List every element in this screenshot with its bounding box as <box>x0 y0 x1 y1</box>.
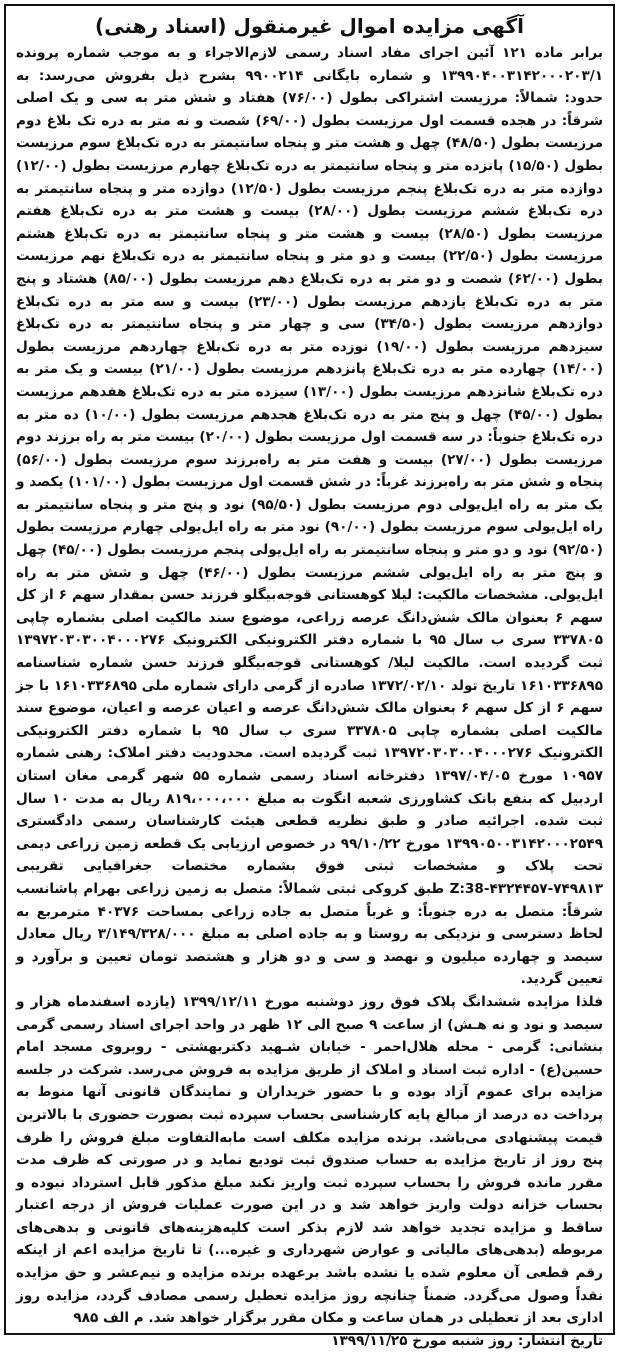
notice-title: آگهی مزایده اموال غیرمنقول (اسناد رهنی) <box>95 14 524 38</box>
notice-paragraph-property-description: برابر ماده ۱۲۱ آئین اجرای مفاد اسناد رسمی لازم‌الاجراء و به موجب شماره پرونده ۱۳۹۹۰۴۰۰۳۱۴۲۰۰۰۲۰۳/۱ و شماره بایگانی ۹۹۰۰۲۱۴ بشرح ذیل بفروش می‌رسد: به حدود: شمالاً: مرزیست اشتراکی بطول (۷۶/۰۰) هفتاد و شش متر به سی و یک اصلی شرقاً: در هجده قسمت اول مرزیست بطول (۶۹/۰۰) شصت و نه متر به دره تک بلاغ دوم مرزیست بطول (۴۸/۵۰) چهل و هشت متر و پنجاه سانتیمتر به دره تک‌بلاغ سوم مرزیست بطول (۱۵/۵۰) پانزده متر و پنجاه سانتیمتر به دره تک‌بلاغ چهارم مرزیست بطول (۱۲/۰۰) دوازده متر به دره تک‌بلاغ پنجم مرزیست بطول (۱۲/۵۰) دوازده متر و پنجاه سانتیمتر به دره تک‌بلاغ ششم مرزیست بطول (۲۸/۰۰) بیست و هشت متر به دره تک‌بلاغ هفتم مرزیست بطول (۲۸/۵۰) بیست و هشت متر و پنجاه سانتیمتر به دره تک‌بلاغ هشتم مرزیست بطول (۲۲/۵۰) بیست و دو متر و پنجاه سانتیمتر به دره تک‌بلاغ نهم مرزیست بطول (۶۲/۰۰) شصت و دو متر به دره تک‌بلاغ دهم مرزیست بطول (۸۵/۰۰) هشتاد و پنج متر به دره تک‌بلاغ یازدهم مرزیست بطول (۲۳/۰۰) بیست و سه متر به دره تک‌بلاغ دوازدهم مرزیست بطول (۳۴/۵۰) سی و چهار متر و پنجاه سانتیمتر به دره تک‌بلاغ سیزدهم مرزیست بطول (۱۹/۰۰) نوزده متر به دره تک‌بلاغ چهاردهم مرزیست بطول (۱۴/۰۰) چهارده متر به دره تک‌بلاغ پانزدهم مرزیست بطول (۲۱/۰۰) بیست و یک متر به دره تک‌بلاغ شانزدهم مرزیست بطول (۱۳/۰۰) سیزده متر به دره تک‌بلاغ هفدهم مرزیست بطول (۴۵/۰۰) چهل و پنج متر به دره تک‌بلاغ هجدهم مرزیست بطول (۱۰/۰۰) ده متر به دره تک‌بلاغ جنوباً: در سه قسمت اول مرزیست بطول (۲۰/۰۰) بیست متر به راه برزند دوم مرزیست بطول (۲۷/۰۰) بیست و هفت متر به راه‌برزند سوم مرزیست بطول (۵۶/۰۰) پنجاه و شش متر به راه‌برزند غرباً: در شش قسمت اول مرزیست بطول (۱۰۱/۰۰) یکصد و یک متر به راه ایل‌یولی دوم مرزیست بطول (۹۵/۵۰) نود و پنج متر و پنجاه سانتیمتر به راه ایل‌یولی سوم مرزیست بطول (۹۰/۰۰) نود متر به راه ایل‌یولی چهارم مرزیست بطول (۹۲/۵۰) نود و دو متر و پنجاه سانتیمتر به راه ایل‌یولی پنجم مرزیست بطول (۴۵/۰۰) چهل و پنج متر به راه ایل‌یولی ششم مرزیست بطول (۴۶/۰۰) چهل و شش متر به راه ایل‌یولی. مشخصات مالکیت: لیلا کوهستانی قوجه‌بیگلو فرزند حسن بمقدار سهم ۶ از کل سهم ۶ بعنوان مالک شش‌دانگ عرصه زراعی، موضوع سند مالکیت اصلی بشماره چاپی ۳۳۷۸۰۵ سری ب سال ۹۵ با شماره دفتر الکترونیکی الکترونیک ۱۳۹۷۲۰۳۰۳۰۰۴۰۰۰۲۷۶ ثبت گردیده است. مالکیت لیلا/ کوهستانی قوجه‌بیگلو فرزند حسن شماره شناسنامه ۱۶۱۰۳۳۶۸۹۵ تاریخ تولد ۱۳۷۲/۰۲/۱۰ صادره از گرمی دارای شماره ملی ۱۶۱۰۳۳۶۸۹۵ با جز سهم ۶ از کل سهم ۶ بعنوان مالک شش‌دانگ عرصه و اعیان عرصه و اعیان، موضوع سند مالکیت اصلی بشماره چاپی ۳۳۷۸۰۵ سری ب سال ۹۵ با شماره دفتر الکترونیکی الکترونیک ۱۳۹۷۲۰۳۰۳۰۰۴۰۰۰۲۷۶ ثبت گردیده است. محدودیت دفتر املاک: رهنی شماره ۱۰۹۵۷ مورخ ۱۳۹۷/۰۴/۰۵ دفترخانه اسناد رسمی شماره ۵۵ شهر گرمی مغان استان اردبیل که بنفع بانک کشاورزی شعبه انگوت به مبلغ ۸۱۹،۰۰۰،۰۰۰ ریال به مدت ۱۰ سال ثبت شده. اجرائیه صادر و طبق نظریه قطعی هیئت کارشناسان رسمی دادگستری ۱۳۹۹۰۵۰۰۳۱۴۲۰۰۰۲۵۴۹ مورخ ۹۹/۱۰/۲۲ در خصوص ارزیابی یک قطعه زمین زراعی دیمی تحت پلاک و مشخصات ثبتی فوق بشماره مختصات جغرافیایی تقریبی Z:38-۴۳۲۴۴۵۷-۷۴۹۸۱۳ طبق کروکی ثبتی شمالاً: متصل به زمین زراعی بهرام پاشانسب شرقاً: متصل به دره جنوباً: و غرباً متصل به جاده زراعی بمساحت ۴۰۳۷۶ مترمربع به لحاظ دسترسی و نزدیکی به روستا و به جاده اصلی به مبلغ ۳/۱۴۹/۳۲۸/۰۰۰ ریال معادل سیصد و چهارده میلیون و نهصد و سی و دو هزار و هشتصد تومان تعیین و برآورد و تعیین گردید. <box>16 45 604 988</box>
notice-paragraph-publication-date: تاریخ انتشار: روز شنبه مورخ ۱۳۹۹/۱۱/۲۵ <box>331 1332 603 1349</box>
auction-notice <box>4 4 615 1349</box>
notice-paragraph-auction-terms: فلذا مزایده ششدانگ پلاک فوق روز دوشنبه مورخ ۱۳۹۹/۱۲/۱۱ (یازده اسفندماه هزار و سیصد و نود و نه هـش) از ساعت ۹ صبح الی ۱۲ ظهر در واحد اجرای اسناد رسمی گرمی بنشانی: گرمی - محله هلال‌احمر - خیابان شـهید دکتربهشتی - روبروی مسجد امام حسین(ع) - اداره ثبت اسناد و املاک از طریق مزایده به فروش می‌رسد. شرکت در جلسه مزایده برای عموم آزاد بوده و با حضور خریداران و نمایندگان قانونی آنها منوط به پرداخت ده درصد از مبالغ پایه کارشناسی بحساب سپرده ثبت بصورت حضوری با بالاترین قیمت پیشنهادی می‌باشد. برنده مزایده مکلف است مابه‌التفاوت مبلغ فروش را ظرف پنج روز از تاریخ مزایده به حساب صندوق ثبت تودیع نماید و در صورتی که ظرف مدت مقرر مانده فروش را بحساب سپرده ثبت واریز نکند مبلغ مذکور قابل استرداد نبوده و بحساب خزانه دولت واریز خواهد شد و در این صورت عملیات فروش از درجه اعتبار ساقط و مزایده تجدید خواهد شد لازم بذکر است کلیه‌هزینه‌های قانونی و بدهی‌های مربوطه (بدهی‌های مالیاتی و عوارض شهرداری و غیره...) تا تاریخ مزایده اعم از اینکه رقم قطعی آن معلوم شده یا نشده باشد برعهده برنده مزایده و نیم‌عشر و حق مزایده نقداً وصول می‌گردد. ضمناً چنانچه روز مزایده تعطیل رسمی مصادف گردد، مزایده روز اداری بعد از تعطیلی در همان ساعت و مکان مقرر برگزار خواهد شد. م الف ۹۸۵ <box>16 993 603 1327</box>
